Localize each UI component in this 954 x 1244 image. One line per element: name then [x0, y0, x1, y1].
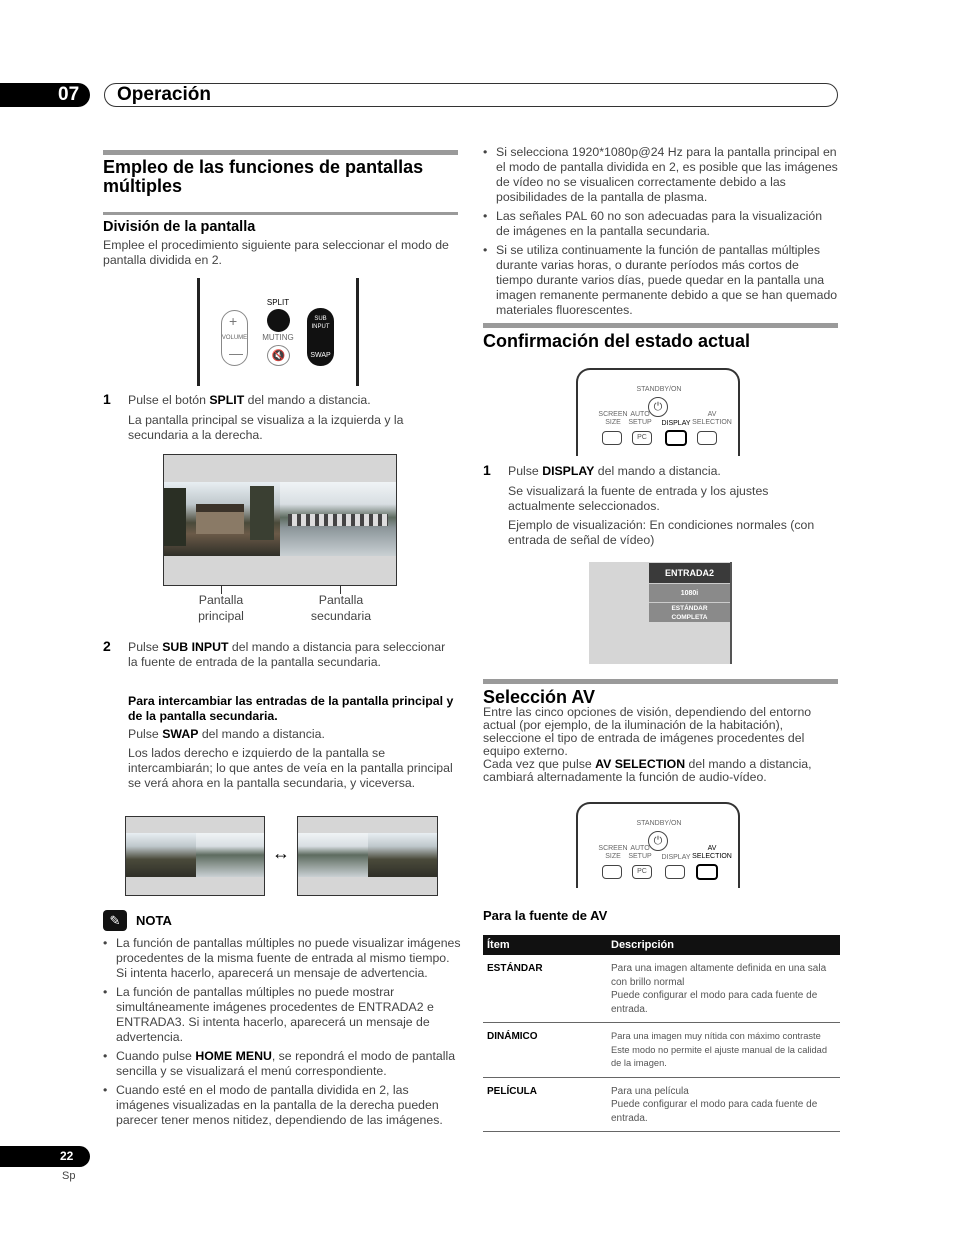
screen-size-label: SCREEN SIZE — [598, 411, 628, 426]
av-table-title: Para la fuente de AV — [483, 908, 608, 923]
swap-after-figure — [297, 816, 438, 896]
note-item: • Cuando esté en el modo de pantalla dividida en 2, las imágenes visualizadas en la pantalla de la derecha pueden parecer tener menos nitidez, dependiendo de las imágenes. — [103, 1083, 461, 1128]
av-selection-label: AV SELECTION — [692, 845, 732, 860]
screen-size-button — [602, 865, 622, 879]
display-button — [665, 865, 685, 879]
sub-screen-image — [280, 482, 396, 556]
av-selection-button — [697, 431, 717, 445]
split-intro: Emplee el procedimiento siguiente para seleccionar el modo de pantalla dividida en 2. — [103, 238, 449, 267]
pc-button: PC — [632, 865, 652, 879]
muting-label: MUTING — [262, 333, 294, 342]
table-cell-item: PELÍCULA — [483, 1077, 607, 1132]
swap-heading: Para intercambiar las entradas de la pantalla principal y de la pantalla secundaria. — [128, 694, 454, 723]
power-icon: ⏻ — [648, 831, 668, 851]
table-cell-description: Para una imagen muy nítida con máximo contraste Este modo no permite el ajuste manual de la calidad de la imagen. — [607, 1023, 840, 1078]
chapter-number: 07 — [0, 83, 90, 107]
screen-size-button — [602, 431, 622, 445]
step-number: 1 — [483, 462, 491, 478]
pc-button: PC — [632, 431, 652, 445]
osd-info-panel — [649, 563, 730, 622]
auto-setup-label: AUTO SETUP — [628, 845, 652, 860]
auto-setup-label: AUTO SETUP — [628, 411, 652, 426]
osd-input: ENTRADA2 — [649, 563, 730, 583]
table-header-description: Descripción — [607, 935, 840, 955]
note-list — [103, 936, 461, 1132]
remote-split-illustration — [197, 278, 361, 386]
av-source-table — [483, 935, 840, 1132]
remote-display-illustration — [576, 368, 740, 456]
osd-mode: ESTÁNDAR COMPLETA — [649, 602, 730, 622]
swap-line: Pulse SWAP del mando a distancia. — [128, 727, 325, 741]
av-intro: Entre las cinco opciones de visión, dependiendo del entorno actual (por ejemplo, de la iluminación de la habitación), seleccione el tipo de entrada de imágenes procedentes del equipo externo. — [483, 705, 812, 758]
split-label: SPLIT — [266, 298, 290, 307]
step-number: 1 — [103, 391, 111, 407]
display-label: DISPLAY — [661, 854, 691, 861]
label-main-screen: Pantalla principal — [198, 593, 244, 623]
label-sub-screen: Pantalla secundaria — [310, 593, 372, 623]
swap-before-figure — [125, 816, 265, 896]
step2-text: Pulse SUB INPUT del mando a distancia para seleccionar la fuente de entrada de la pantalla secundaria. — [128, 640, 446, 669]
page-number: 22 — [0, 1146, 90, 1167]
section-title-multiscreen: Empleo de las funciones de pantallas múltiples — [103, 157, 424, 196]
subsection-rule — [103, 212, 458, 215]
display-step-text: Pulse DISPLAY del mando a distancia. — [508, 464, 721, 478]
note-title: NOTA — [136, 913, 172, 928]
warning-item: • Si se utiliza continuamente la función de pantallas múltiples durante varias horas, o durante períodos más cortos de tiempo durante varios días, puede quedar en la pantalla una imagen remanente permanente debido a que se han quemado materiales fluorescentes. — [483, 243, 838, 318]
table-row — [483, 955, 840, 1023]
display-label: DISPLAY — [661, 420, 691, 427]
table-cell-description: Para una imagen altamente definida en una sala con brillo normal Puede configurar el modo para cada fuente de entrada. — [607, 955, 840, 1023]
table-cell-description: Para una película Puede configurar el modo para cada fuente de entrada. — [607, 1077, 840, 1132]
main-screen-image — [164, 482, 280, 556]
power-icon: ⏻ — [648, 397, 668, 417]
av-selection-label: AV SELECTION — [692, 411, 732, 426]
warning-item: • Si selecciona 1920*1080p@24 Hz para la pantalla principal en el modo de pantalla dividida en 2, es posible que las imágenes de vídeo no se visualicen correctamente debido a las posibilidades de la pantalla de plasma. — [483, 145, 838, 205]
standby-label: STANDBY/ON — [636, 386, 682, 393]
split-screen-figure — [163, 454, 397, 586]
mute-icon: 🔇 — [267, 345, 290, 366]
table-header-item: Ítem — [483, 935, 607, 955]
sub-input-label: SUB INPUT — [311, 316, 330, 330]
section-title-confirm: Confirmación del estado actual — [483, 331, 751, 351]
step1-text: Pulse el botón SPLIT del mando a distancia. — [128, 393, 371, 407]
swap-detail: Los lados derecho e izquierdo de la pantalla se intercambiarán; lo que antes de veía en la pantalla principal se verá ahora en la pantalla secundaria, y viceversa. — [128, 746, 453, 790]
table-header-row — [483, 935, 840, 955]
section-rule — [103, 150, 458, 155]
section-title-av: Selección AV — [483, 687, 596, 707]
step-number: 2 — [103, 638, 111, 654]
note-pencil-icon: ✎ — [103, 910, 127, 931]
subsection-title-split: División de la pantalla — [103, 219, 256, 235]
split-button — [267, 309, 290, 332]
osd-signal: 1080i — [649, 583, 730, 602]
table-row — [483, 1077, 840, 1132]
standby-label: STANDBY/ON — [636, 820, 682, 827]
warning-item: • Las señales PAL 60 no son adecuadas para la visualización de imágenes en la pantalla secundaria. — [483, 209, 838, 239]
swap-arrow-icon: ↔ — [272, 843, 290, 863]
display-step-detail: Se visualizará la fuente de entrada y los ajustes actualmente seleccionados. — [508, 484, 769, 513]
display-example: Ejemplo de visualización: En condiciones normales (con entrada de señal de vídeo) — [508, 518, 815, 547]
av-selection-button — [696, 864, 718, 880]
swap-label: SWAP — [310, 352, 331, 359]
display-button — [665, 430, 687, 446]
step1-detail: La pantalla principal se visualiza a la izquierda y la secundaria a la derecha. — [128, 413, 404, 442]
split-warnings-list — [483, 145, 838, 322]
note-item: • La función de pantallas múltiples no puede mostrar simultáneamente imágenes procedentes de ENTRADA2 e ENTRADA3. Si intenta hacerlo, aparecerá un mensaje de advertencia. — [103, 985, 461, 1045]
screen-size-label: SCREEN SIZE — [598, 845, 628, 860]
table-cell-item: DINÁMICO — [483, 1023, 607, 1078]
av-press: Cada vez que pulse AV SELECTION del mando a distancia, cambiará alternadamente la función de audio-vídeo. — [483, 757, 812, 784]
section-rule — [483, 323, 838, 328]
note-item: • La función de pantallas múltiples no puede visualizar imágenes procedentes de la misma fuente de entrada al mismo tiempo. Si intenta hacerlo, aparecerá un mensaje de advertencia. — [103, 936, 461, 981]
table-cell-item: ESTÁNDAR — [483, 955, 607, 1023]
chapter-title: Operación — [104, 83, 838, 107]
note-item: • Cuando pulse HOME MENU, se repondrá el modo de pantalla sencilla y se visualizará el menú correspondiente. — [103, 1049, 461, 1079]
language-code: Sp — [62, 1170, 76, 1182]
remote-av-illustration — [576, 802, 740, 888]
volume-label: VOLUME — [221, 335, 248, 341]
table-row — [483, 1023, 840, 1078]
section-rule — [483, 679, 838, 684]
volume-rocker: + — — [221, 310, 248, 366]
